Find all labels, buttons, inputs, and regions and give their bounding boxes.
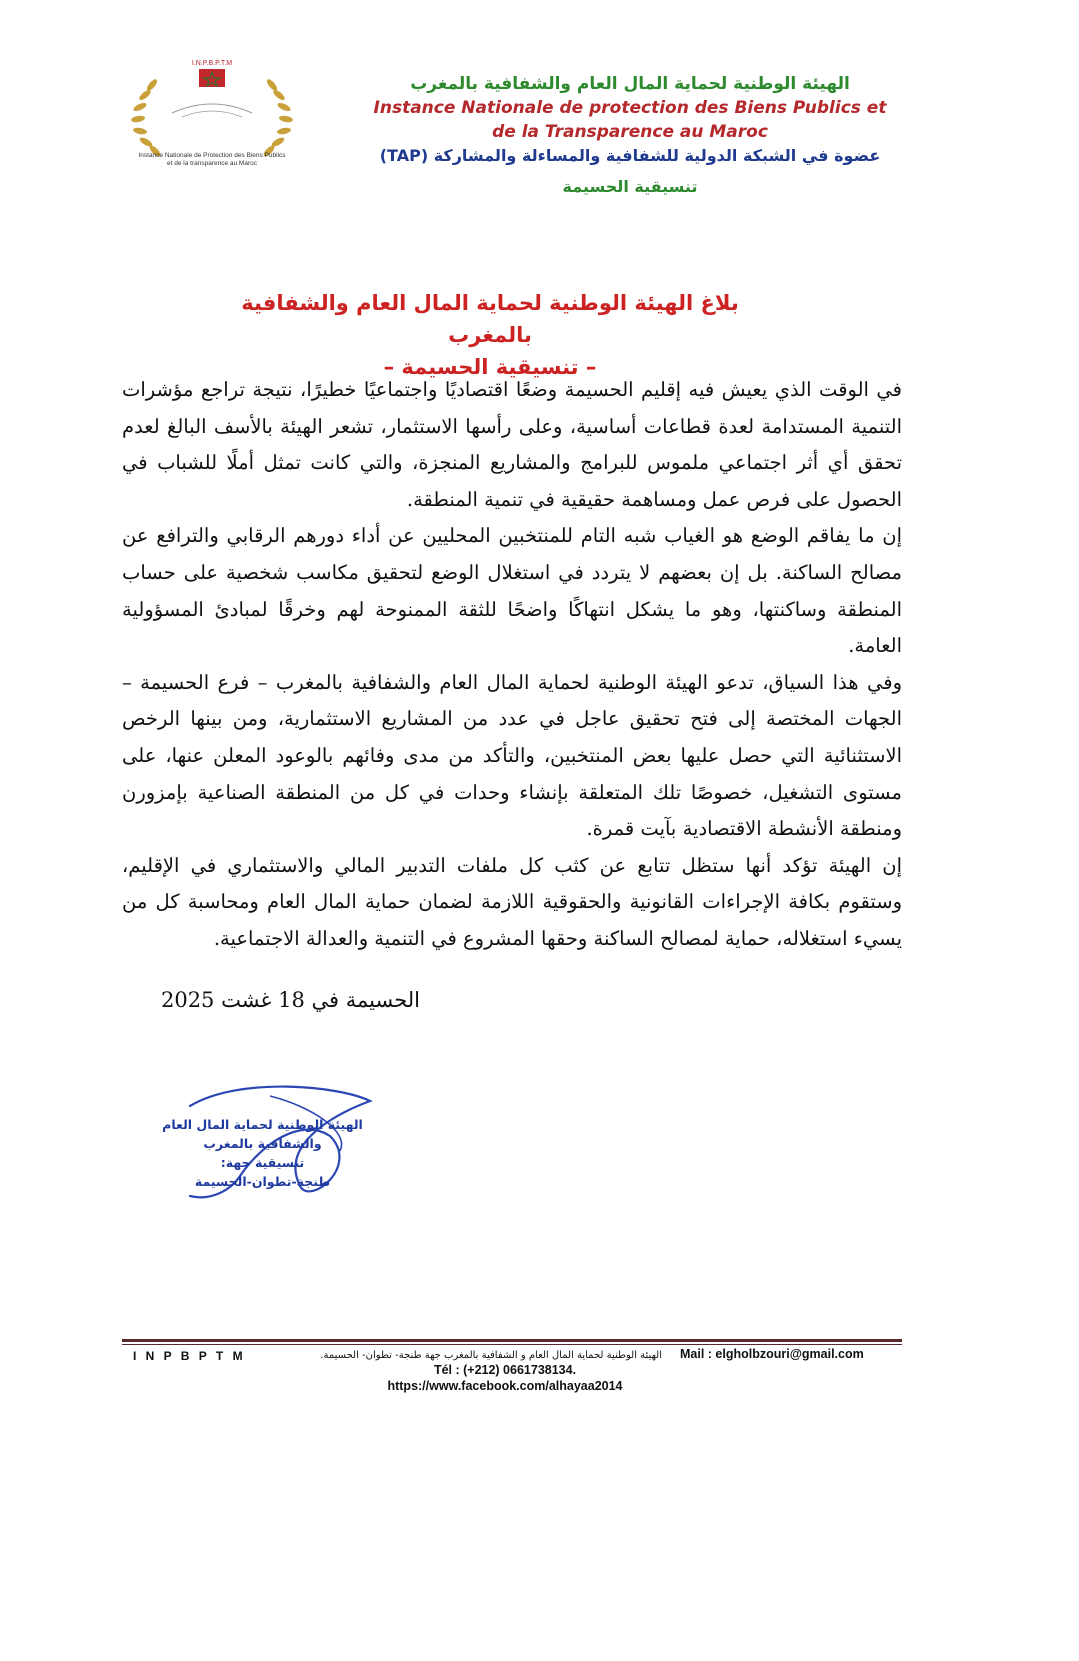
paragraph: وفي هذا السياق، تدعو الهيئة الوطنية لحماية المال العام والشفافية بالمغرب – فرع الحسيمة – الجهات المختصة إلى فتح تحقيق عاجل في عدد من المشاريع الاستثمارية، ومن بينها الرخص الاستثنائية التي حصل عليها بعض المنتخبين، والتأكد من مدى وفائهم بالوعود المعلن عنها، على مستوى التشغيل، خصوصًا تلك المتعلقة بإنشاء وحدات في كل من المنطقة الصناعية بإمزورن ومنطقة الأنشطة الاقتصادية بآيت قمرة. <box>122 670 902 841</box>
stamp-line3: تنسيقية جهة: <box>220 1155 305 1170</box>
org-name-french-line2: de la Transparence au Maroc <box>492 122 768 142</box>
place-and-date: الحسيمة في 18 غشت 2025 <box>160 988 420 1012</box>
paragraph: إن ما يفاقم الوضع هو الغياب شبه التام للمنتخبين المحليين عن أداء دورهم الرقابي والترافع عن مصالح الساكنة. بل إن بعضهم لا يتردد في استغلال الوضع لتحقيق مكاسب شخصية على حساب المنطقة وساكنتها، وهو ما يشكل انتهاكًا واضحًا للثقة الممنوحة لهم وخرقًا لمبادئ المسؤولية العامة. <box>122 524 902 658</box>
logo-caption-line2: et de la transparence au Maroc <box>167 160 257 167</box>
logo-caption-line1: Instance Nationale de Protection des Biens Publics <box>138 152 286 159</box>
communique-body <box>122 372 902 958</box>
branch-name: تنسيقية الحسيمة <box>562 177 698 196</box>
official-stamp <box>150 1115 375 1191</box>
footer-org-arabic: الهيئة الوطنية لحماية المال العام و الشفافية بالمغرب جهة طنجة- تطوان- الحسيمة. <box>320 1350 662 1361</box>
footer-divider <box>122 1339 902 1342</box>
footer-divider-thin <box>122 1344 902 1345</box>
stamp-line4: طنجة-تطوان-الحسيمة <box>194 1174 331 1189</box>
footer-org-code: I N P B P T M <box>133 1349 246 1363</box>
paragraph: في الوقت الذي يعيش فيه إقليم الحسيمة وضعًا اقتصاديًا واجتماعيًا خطيرًا، نتيجة تراجع مؤشرات التنمية المستدامة لعدة قطاعات أساسية، وعلى رأسها الاستثمار، تشعر الهيئة بالأسف البالغ لعدم تحقق أي أثر اجتماعي ملموس للبرامج والمشاريع المنجزة، والتي كانت تمثل أملًا للشباب في الحصول على فرص عمل ومساهمة حقيقية في تنمية المنطقة. <box>122 378 902 511</box>
title-line1: بلاغ الهيئة الوطنية لحماية المال العام والشفافية بالمغرب <box>241 291 739 347</box>
logo-caption <box>112 152 312 168</box>
org-name-arabic: الهيئة الوطنية لحماية المال العام والشفافية بالمغرب <box>410 74 850 94</box>
logo-acronym: I.N.P.B.P.T.M <box>191 60 233 67</box>
letterhead <box>340 72 920 202</box>
tap-membership: عضوة في الشبكة الدولية للشفافية والمساءلة والمشاركة (TAP) <box>379 146 881 165</box>
stamp-line2: والشفافية بالمغرب <box>203 1136 322 1151</box>
footer-email[interactable]: Mail : elgholbzouri@gmail.com <box>680 1347 864 1361</box>
footer-phone: Tél : (+212) 0661738134. <box>433 1363 577 1377</box>
stamp-line1: الهيئة الوطنية لحماية المال العام <box>162 1117 363 1132</box>
communique-title <box>220 287 760 383</box>
paragraph: إن الهيئة تؤكد أنها ستظل تتابع عن كثب كل ملفات التدبير المالي والاستثماري في الإقليم، وستقوم بكافة الإجراءات القانونية والحقوقية اللازمة لضمان حماية المال العام ومحاسبة كل من يسيء استغلاله، حماية لمصالح الساكنة وحقها المشروع في التنمية والعدالة الاجتماعية. <box>122 853 902 950</box>
title-line2: – تنسيقية الحسيمة – <box>383 355 597 379</box>
org-name-french-line1: Instance Nationale de protection des Biens Publics et <box>373 98 887 118</box>
footer-facebook-link[interactable]: https://www.facebook.com/alhayaa2014 <box>387 1379 623 1393</box>
